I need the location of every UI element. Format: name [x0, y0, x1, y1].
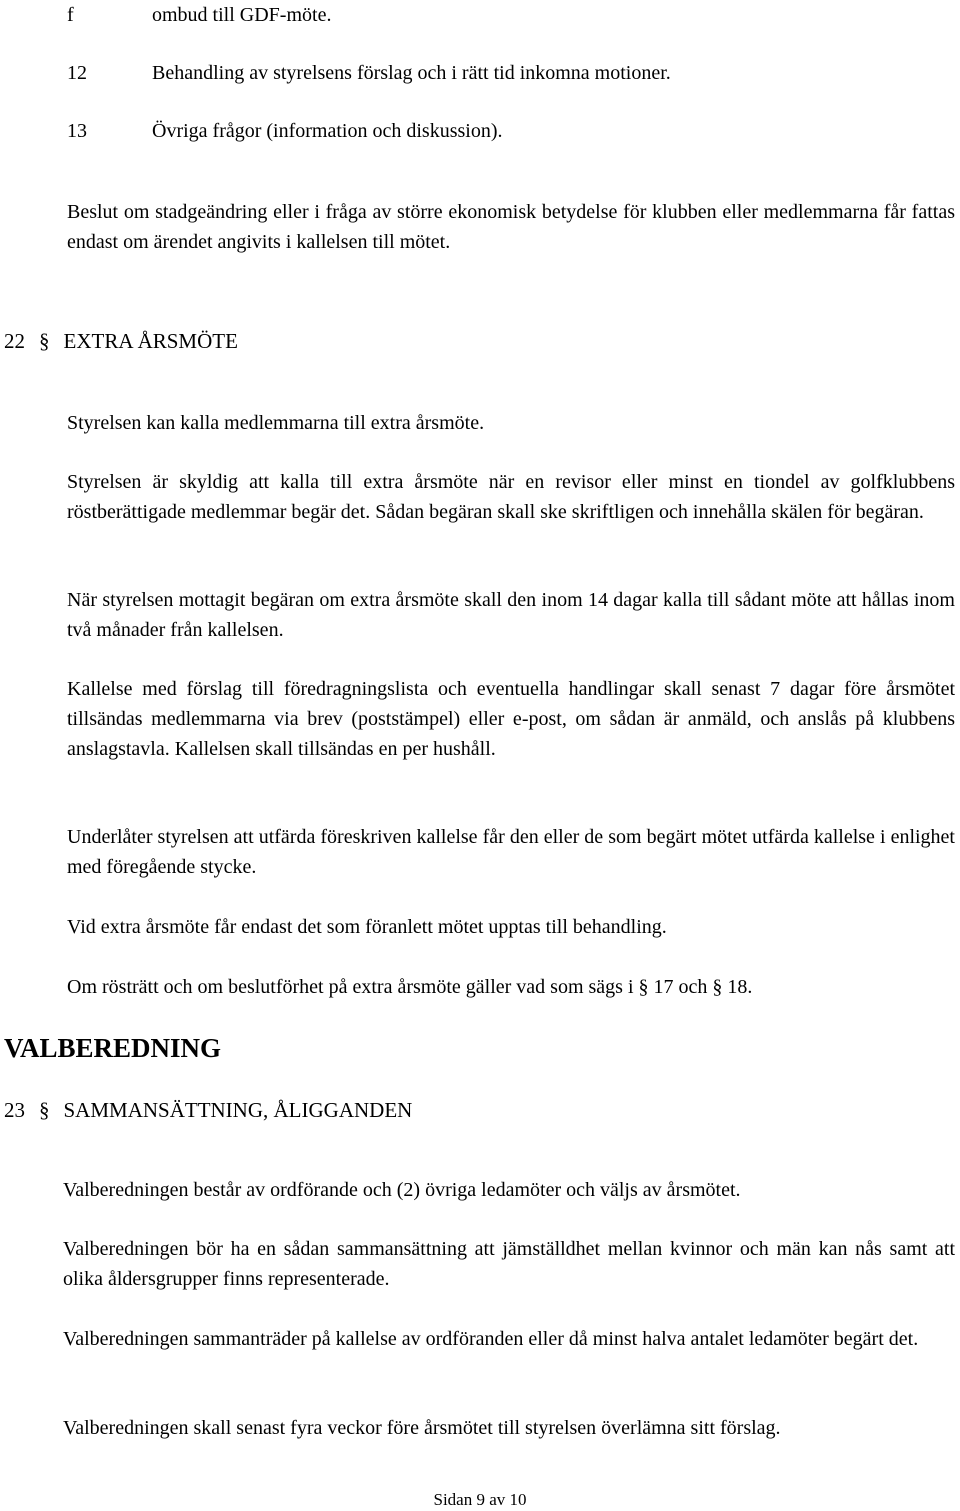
section-22-heading: [4, 326, 238, 356]
paragraph: Styrelsen är skyldig att kalla till extra årsmöte när en revisor eller minst en tiondel av golfklubbens röstberättigade medlemmar begär det. Sådan begäran skall ske skriftligen och innehålla skälen för begäran.: [67, 471, 955, 523]
list-item-marker: 12: [67, 62, 87, 84]
section-23-heading: [4, 1095, 412, 1125]
paragraph: Valberedningen sammanträder på kallelse av ordföranden eller då minst halva antalet ledamöter begärt det.: [63, 1328, 919, 1350]
list-item-marker: f: [67, 4, 74, 26]
paragraph: När styrelsen mottagit begäran om extra årsmöte skall den inom 14 dagar kalla till sådant möte att hållas inom två månader från kallelsen.: [67, 589, 955, 641]
list-item-text: Övriga frågor (information och diskussion).: [152, 120, 503, 142]
text-part: 18.: [722, 976, 753, 998]
list-item-text: ombud till GDF-möte.: [152, 4, 332, 26]
paragraph: Valberedningen bör ha en sådan sammansättning att jämställdhet mellan kvinnor och män kan nås samt att olika åldersgrupper finns representerade.: [63, 1238, 955, 1290]
section-title: SAMMANSÄTTNING, ÅLIGGANDEN: [63, 1098, 413, 1122]
paragraph: Styrelsen kan kalla medlemmarna till extra årsmöte.: [67, 412, 485, 434]
list-item-text: Behandling av styrelsens förslag och i rätt tid inkomna motioner.: [152, 62, 671, 84]
section-number: 23: [4, 1098, 25, 1122]
paragraph-beslut: Beslut om stadgeändring eller i fråga av större ekonomisk betydelse för klubben eller medlemmarna får fattas endast om ärendet angivits i kallelsen till mötet.: [67, 201, 955, 253]
chapter-heading: VALBEREDNING: [4, 1033, 222, 1063]
section-symbol: §: [712, 976, 723, 998]
list-item-marker: 13: [67, 120, 87, 142]
section-symbol: §: [39, 329, 50, 353]
section-number: 22: [4, 329, 25, 353]
text-part: Om rösträtt och om beslutförhet på extra årsmöte gäller vad som sägs i: [67, 976, 639, 998]
paragraph: Kallelse med förslag till föredragningslista och eventuella handlingar skall senast 7 dagar före årsmötet tillsändas medlemmarna via brev (poststämpel) eller e-post, om sådan är anmäld, och anslås på klubbens anslagstavla. Kallelsen skall tillsändas en per hushåll.: [67, 678, 955, 760]
paragraph: Vid extra årsmöte får endast det som föranlett mötet upptas till behandling.: [67, 916, 667, 938]
paragraph-rostratt: [67, 972, 955, 1002]
section-title: EXTRA ÅRSMÖTE: [63, 329, 238, 353]
section-symbol: §: [638, 976, 649, 998]
page-footer: Sidan 9 av 10: [433, 1490, 527, 1509]
paragraph: Valberedningen består av ordförande och (2) övriga ledamöter och väljs av årsmötet.: [63, 1179, 741, 1201]
section-symbol: §: [39, 1098, 50, 1122]
paragraph: Valberedningen skall senast fyra veckor före årsmötet till styrelsen överlämna sitt förslag.: [63, 1417, 781, 1439]
paragraph: Underlåter styrelsen att utfärda föreskriven kallelse får den eller de som begärt mötet utfärda kallelse i enlighet med föregående stycke.: [67, 826, 955, 878]
text-part: 17 och: [648, 976, 713, 998]
